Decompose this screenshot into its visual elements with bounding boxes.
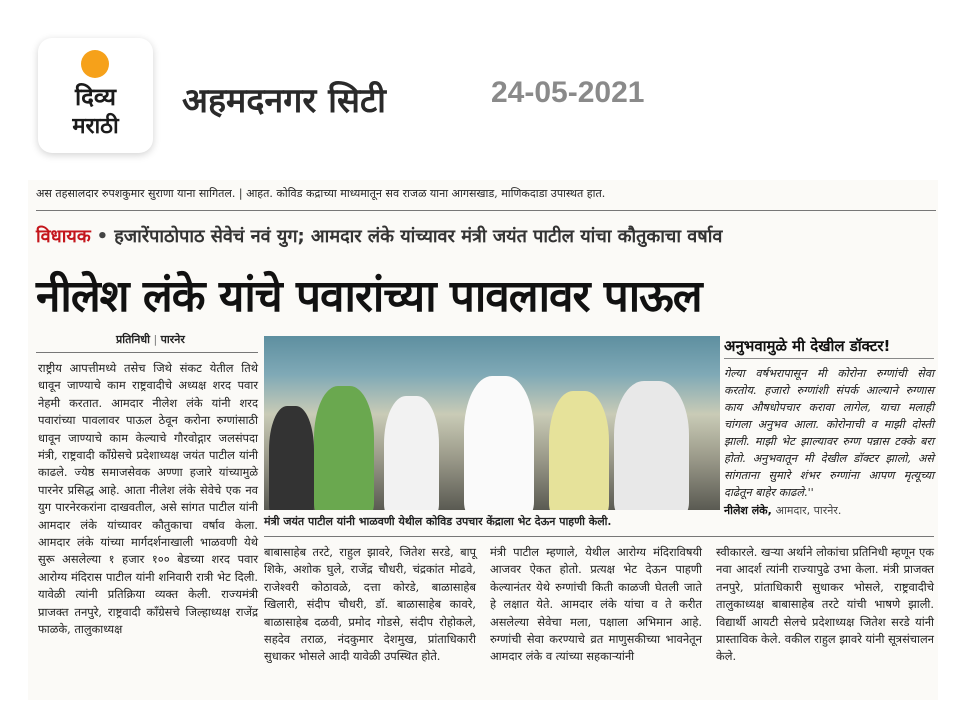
byline-separator: | (149, 333, 161, 346)
photo-figure (384, 396, 439, 510)
photo-caption: मंत्री जयंत पाटील यांनी भाळवणी येथील कोविड उपचार केंद्राला भेट देऊन पाहणी केली. (264, 515, 612, 528)
signature-name: नीलेश लंके, (724, 504, 772, 517)
photo-figure (314, 386, 374, 510)
edition-date: 24-05-2021 (491, 76, 645, 109)
quote-box-signature (724, 503, 934, 518)
quote-box (724, 336, 934, 526)
signature-role: आमदार, पारनेर. (775, 504, 842, 517)
sun-icon (81, 50, 109, 78)
photo-figure (269, 406, 314, 510)
kicker-text: हजारेंपाठोपाठ सेवेचं नवं युग; आमदार लंके यांच्यावर मंत्री जयंत पाटील यांचा कौतुकाचा वर्षाव (114, 226, 723, 247)
divider (36, 352, 258, 353)
article-column-2: बाबासाहेब तरटे, राहुल झावरे, जितेश सरडे, बापू शिके, अशोक घुले, राजेंद्र चौधरी, चंद्रकांत मोढवे, राजेश्वरी कोठावळे, दत्ता कोरडे, बाळासाहेब खिलारी, संदीप चौधरी, डॉ. बाळासाहेब कावरे, बाळासाहेब दळवी, प्रमोद गोडसे, संदीप रोहोकले, सहदेव तराळ, नंदकुमार देशमुख, प्रांताधिकारी सुधाकर भोसले आदी यावेळी उपस्थित होते. (264, 545, 476, 664)
divya-marathi-logo (38, 38, 153, 153)
newspaper-clipping (28, 180, 938, 700)
article-column-3: मंत्री पाटील म्हणाले, येथील आरोग्य मंदिराविषयी आजवर ऐकत होतो. प्रत्यक्ष भेट देऊन पाहणी केल्यानंतर येथे रुग्णांची किती काळजी घेतली जाते हे लक्षात येते. आमदार लंके यांचा व ते करीत असलेल्या सेवेचा मला, पक्षाला अभिमान आहे. रुग्णांची सेवा करण्याचे व्रत माणुसकीच्या भावनेतून आमदार लंके व त्यांच्या सहकाऱ्यांनी (490, 545, 702, 664)
headline: नीलेश लंके यांचे पवारांच्या पावलावर पाऊल (36, 271, 702, 322)
news-photo (264, 336, 720, 510)
top-strip-text: अस तहसालदार रुपशकुमार सुराणा याना सागितल. | आहत. कोविड कद्राच्या माध्यमातून सव राजळ याना आगसखाड, माणिकदाडा उपास्थत हात. (36, 187, 606, 200)
quote-box-title: अनुभवामुळे मी देखील डॉक्टर! (724, 336, 934, 359)
divider (264, 536, 934, 537)
article-column-1: राष्ट्रीय आपत्तीमध्ये तसेच जिथे संकट येतील तिथे धावून जाण्याचे काम राष्ट्रवादीचे अध्यक्ष शरद पवार नेहमी करतात. आमदार नीलेश लंके यांनी शरद पवारांच्या पावलावर पाऊल ठेवून करोना रुग्णांसाठी धावून जाण्याचे काम केल्याचे गौरवोद्गार जलसंपदा मंत्री, राष्ट्रवादी काँग्रेसचे प्रदेशाध्यक्ष जयंत पाटील यांनी काढले. ज्येष्ठ समाजसेवक अण्णा हजारे यांच्यामुळे पारनेर प्रसिद्ध आहे. आता नीलेश लंके सेवेचे एक नव युग पारनेरकरांना दाखवतील, असे सांगत पाटील यांनी आमदार लंके यांच्यावर कौतुकाचा वर्षाव केला. आमदार लंके यांच्या मार्गदर्शनाखाली भाळवणी येथे सुरू असलेल्या १ हजार १०० बेडच्या शरद पवार आरोग्य मंदिरास पाटील यांनी शनिवारी रात्री भेट दिली. यावेळी त्यांनी प्रतिक्रिया व्यक्त केली. राज्यमंत्री प्राजक्त तनपुरे, राष्ट्रवादी काँग्रेसचे जिल्हाध्यक्ष राजेंद्र फाळके, तालुकाध्यक्ष (38, 361, 258, 637)
kicker (36, 224, 722, 248)
logo-line-1: दिव्य (74, 82, 117, 111)
byline-place: पारनेर (160, 333, 185, 346)
edition-city: अहमदनगर सिटी (182, 81, 386, 121)
byline (116, 332, 185, 347)
article-column-4: स्वीकारले. खऱ्या अर्थाने लोकांचा प्रतिनिधी म्हणून एक नवा आदर्श त्यांनी राज्यापुढे उभा केला. मंत्री प्राजक्त तनपुरे, प्रांताधिकारी सुधाकर भोसले, राष्ट्रवादीचे तालुकाध्यक्ष बाबासाहेब तरटे यांची भाषणे झाली. विद्यार्थी आयटी सेलचे प्रदेशाध्यक्ष जितेश सरडे यांनी प्रास्ताविक केले. वकील राहुल झावरे यांनी सूत्रसंचालन केले. (716, 545, 934, 664)
bullet-icon: • (96, 226, 109, 247)
photo-figure (549, 391, 609, 510)
logo-line-2: मराठी (72, 113, 119, 139)
divider (36, 210, 936, 211)
quote-box-body: गेल्या वर्षभरापासून मी कोरोना रुग्णांची सेवा करतोय. हजारो रुग्णांशी संपर्क आल्याने रुग्णास काय औषधोपचार करावा लागेल, याचा मलाही चांगला अनुभव आला. कोरोनाची व माझी दोस्ती झाली. माझी भेट झाल्यावर रुग्ण पन्नास टक्के बरा होतो. अनुभवातून मी देखील डॉक्टर झालो, असे सांगताना सुमारे शंभर रुग्णांना आपण मृत्यूच्या दाढेतून बाहेर काढले.'' (724, 367, 934, 499)
byline-reporter: प्रतिनिधी (116, 333, 150, 346)
kicker-tag: विधायक (36, 226, 91, 247)
photo-figure (614, 381, 689, 510)
photo-figure (464, 376, 534, 510)
